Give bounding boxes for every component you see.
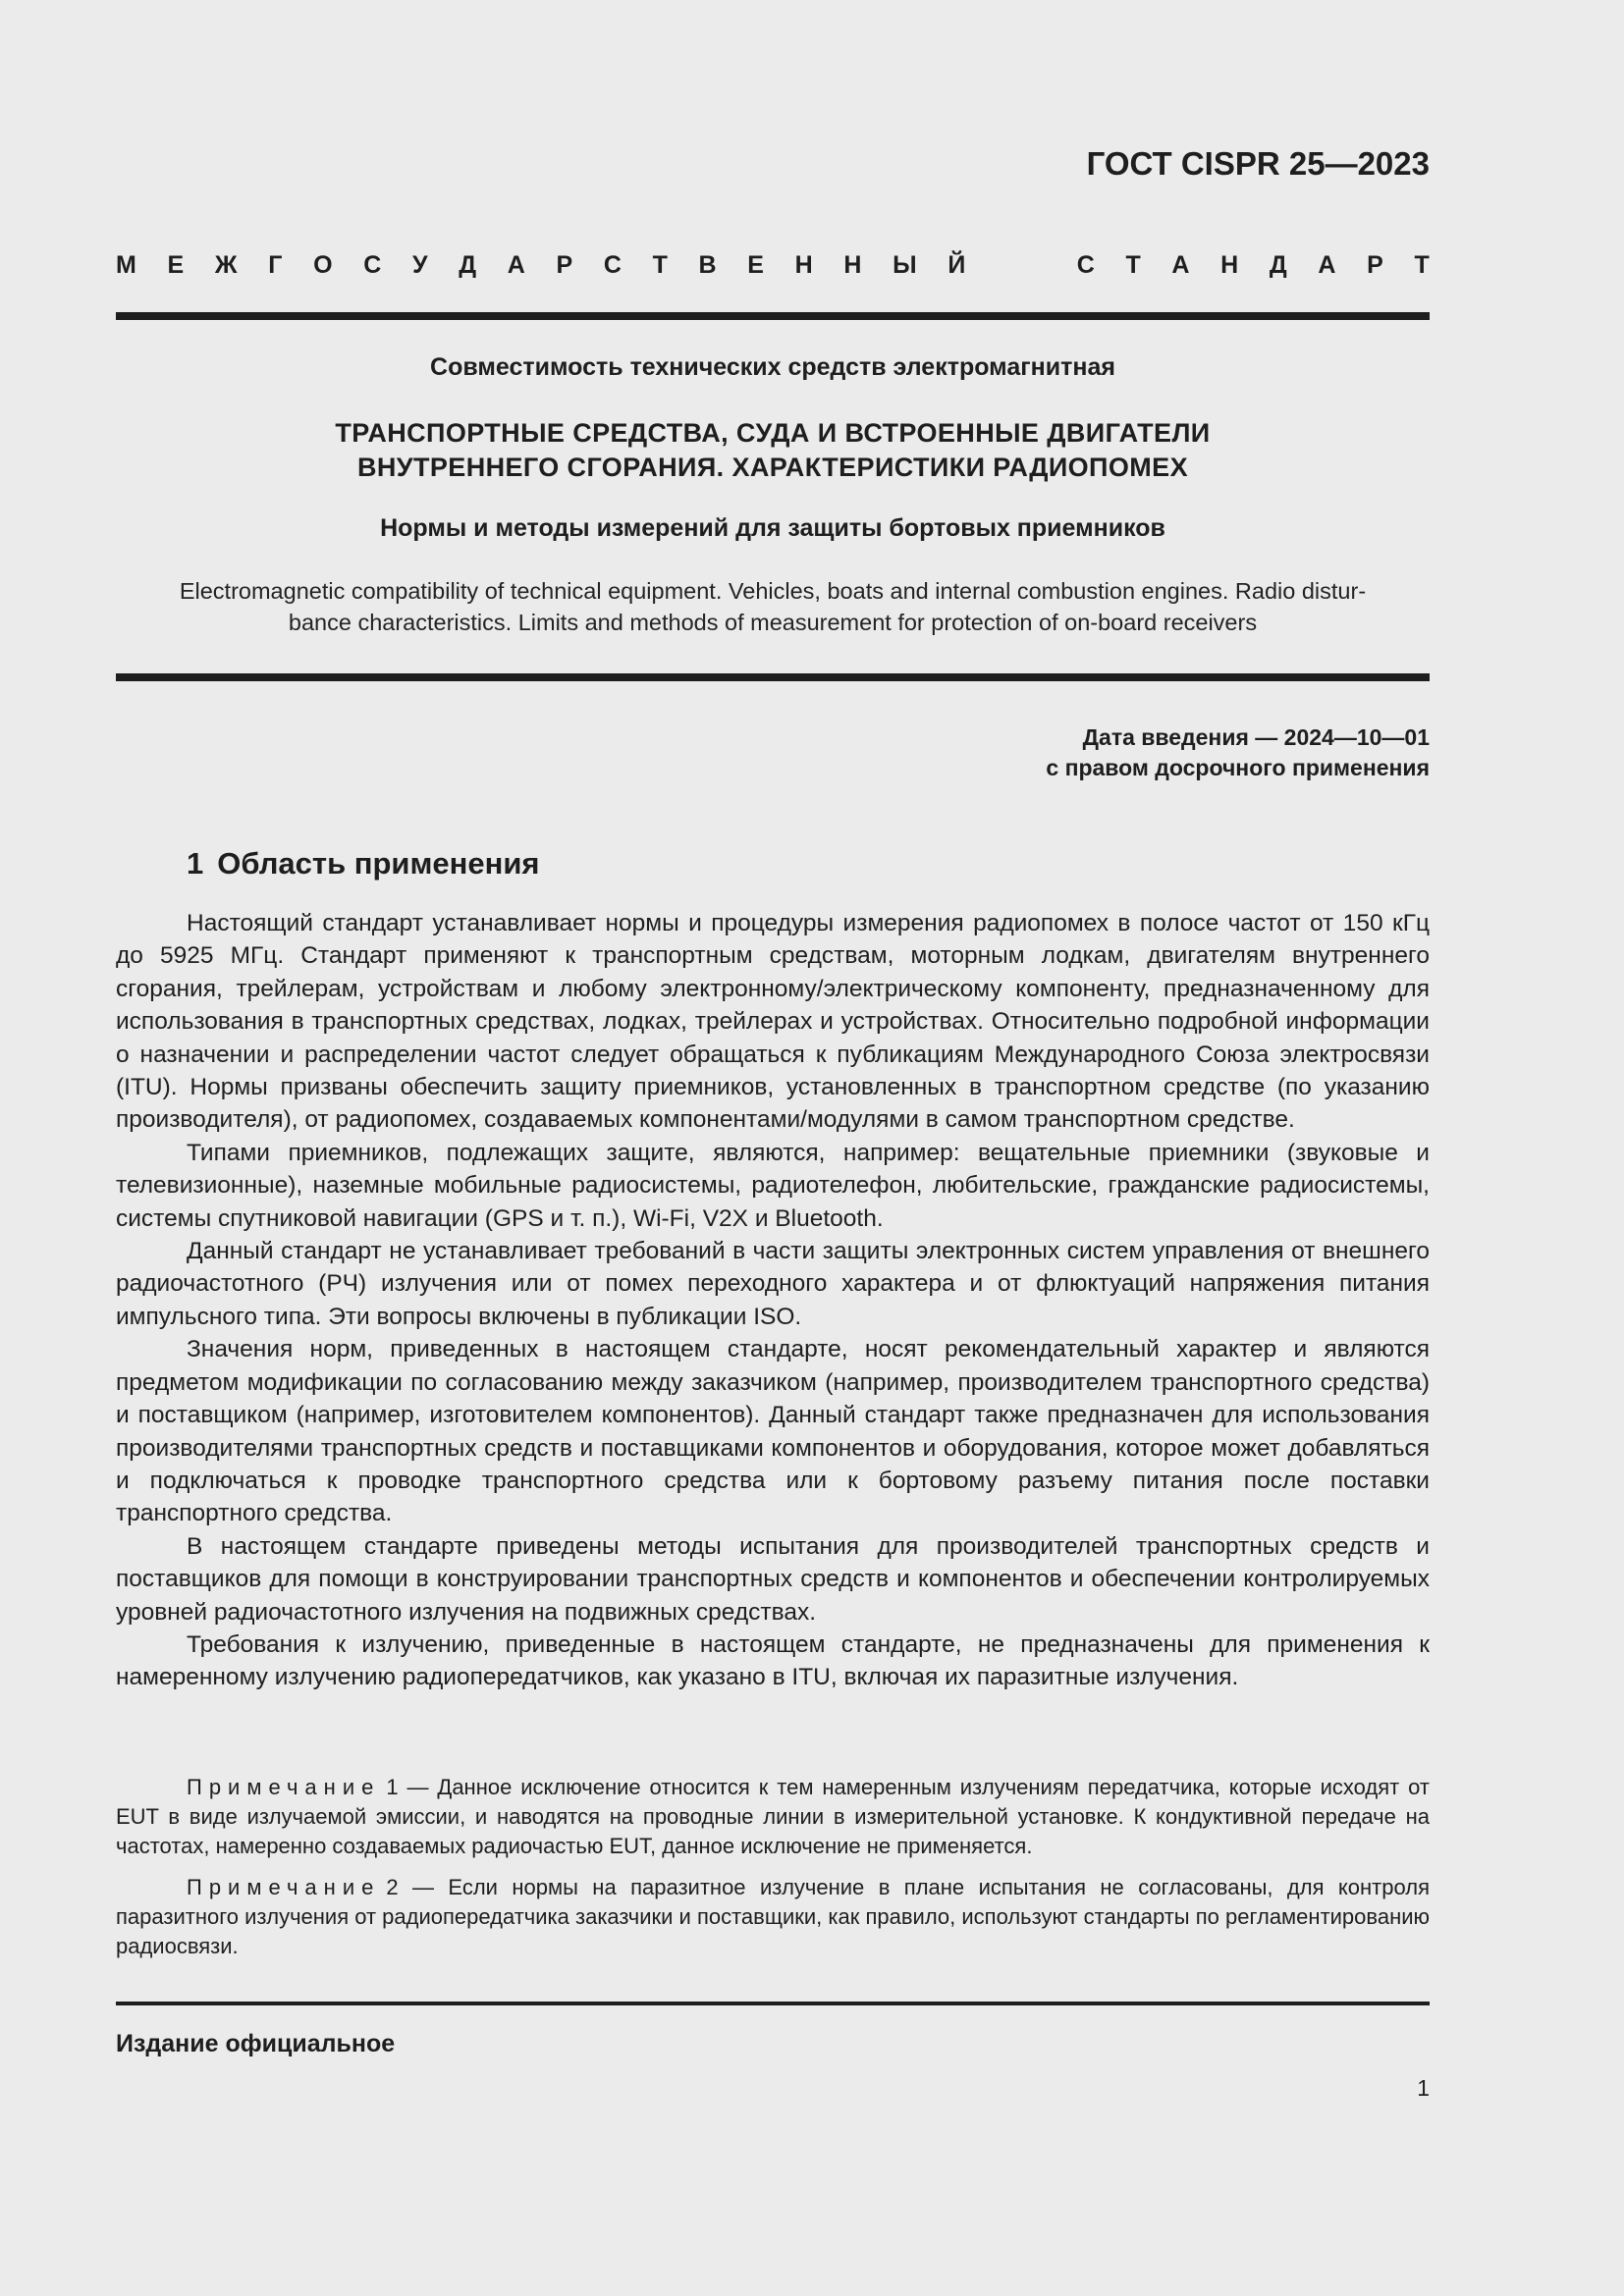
header-letter: Н xyxy=(1220,251,1239,279)
header-letter: В xyxy=(698,251,717,279)
header-letter: А xyxy=(507,251,525,279)
header-letter: А xyxy=(1171,251,1190,279)
header-letter: Т xyxy=(1414,251,1430,279)
document-title-line-2: ВНУТРЕННЕГО СГОРАНИЯ. ХАРАКТЕРИСТИКИ РАДИОПОМЕХ xyxy=(357,453,1188,482)
note-label: Примечание xyxy=(187,1775,381,1799)
title-block-rule xyxy=(116,673,1430,681)
header-letter: Т xyxy=(1125,251,1141,279)
header-letter: О xyxy=(313,251,333,279)
document-subtitle: Совместимость технических средств электромагнитная xyxy=(430,353,1115,381)
header-letter: Р xyxy=(556,251,573,279)
early-application-note: с правом досрочного применения xyxy=(1046,755,1430,780)
paragraph: Значения норм, приведенных в настоящем стандарте, носят рекомендательный характер и являются предметом модификации по согласованию между заказчиком (например, производителем транспортного средства) и поставщиком (например, изготовителем компонентов). Данный стандарт также предназначен для использования производителями транспортных средств и поставщиками компонентов и оборудования, которое может добавляться и подключаться к проводке транспортного средства или к бортовому разъему питания после поставки транспортного средства. xyxy=(116,1336,1430,1527)
header-letter: Е xyxy=(747,251,764,279)
paragraph: Типами приемников, подлежащих защите, являются, например: вещательные приемники (звуковые и телевизионные), наземные мобильные радиосистемы, радиотелефон, любительские, гражданские радиосистемы, системы спутниковой навигации (GPS и т. п.), Wi-Fi, V2X и Bluetooth. xyxy=(116,1139,1430,1232)
note-text: 2 — Если нормы на паразитное излучение в плане испытания не согласованы, для контроля паразитного излучения от радиопередатчика заказчики и поставщики, как правило, используют стандарты по регламентированию радиосвязи. xyxy=(116,1875,1431,1958)
header-letter: Ы xyxy=(893,251,917,279)
section-number: 1 xyxy=(187,846,204,881)
header-letter: А xyxy=(1318,251,1336,279)
header-letter: С xyxy=(1076,251,1095,279)
header-letter: С xyxy=(603,251,622,279)
header-letter: Т xyxy=(652,251,668,279)
document-code: ГОСТ CISPR 25—2023 xyxy=(1086,145,1430,182)
header-rule xyxy=(116,312,1430,320)
english-title-line-2: bance characteristics. Limits and methods of measurement for protection of on-board receivers xyxy=(288,610,1258,635)
paragraph: Настоящий стандарт устанавливает нормы и процедуры измерения радиопомех в полосе частот от 150 кГц до 5925 МГц. Стандарт применяют к транспортным средствам, моторным лодкам, двигателям внутреннего сгорания, трейлерам, устройствам и любому электронному/электрическому компоненту, предназначенному для использования в транспортных средствах, лодках, трейлерах и устройствах. Относительно подробной информации о назначении и распределении частот следует обращаться к публикациям Международного Союза электросвязи (ITU). Нормы призваны обеспечить защиту приемников, установленных в транспортном средстве (по указанию производителя), от радиопомех, создаваемых компонентами/модулями в самом транспортном средстве. xyxy=(116,910,1430,1134)
section-body xyxy=(116,907,1430,1694)
header-letter: Г xyxy=(268,251,283,279)
english-title-line-1: Electromagnetic compatibility of technical equipment. Vehicles, boats and internal combustion engines. Radio distur- xyxy=(179,578,1367,604)
header-letter: С xyxy=(363,251,382,279)
notes-block xyxy=(116,1773,1430,1973)
header-letter: Д xyxy=(459,251,477,279)
paragraph: Данный стандарт не устанавливает требований в части защиты электронных систем управления от внешнего радиочастотного (РЧ) излучения или от помех переходного характера и от флюктуаций напряжения питания импульсного типа. Эти вопросы включены в публикации ISO. xyxy=(116,1238,1430,1330)
note-label: Примечание xyxy=(187,1875,381,1899)
header-letter: Е xyxy=(167,251,185,279)
header-letter: Н xyxy=(794,251,813,279)
document-title xyxy=(116,416,1430,485)
document-title-line-1: ТРАНСПОРТНЫЕ СРЕДСТВА, СУДА И ВСТРОЕННЫЕ ДВИГАТЕЛИ xyxy=(335,418,1211,448)
note-1 xyxy=(116,1773,1430,1861)
footer-rule xyxy=(116,2002,1430,2005)
english-title xyxy=(116,575,1430,638)
paragraph: В настоящем стандарте приведены методы испытания для производителей транспортных средств и поставщиков для помощи в конструировании транспортных средств и компонентов и обеспечении контролируемых уровней радиочастотного излучения на подвижных средствах. xyxy=(116,1532,1430,1626)
header-letter: Ж xyxy=(214,251,238,279)
introduction-date: Дата введения — 2024—10—01 xyxy=(1082,724,1430,750)
note-2 xyxy=(116,1873,1430,1961)
section-title: Область применения xyxy=(217,846,540,881)
document-subtitle-2: Нормы и методы измерений для защиты бортовых приемников xyxy=(380,514,1165,542)
header-letter: Н xyxy=(843,251,862,279)
header-letter: М xyxy=(116,251,136,279)
paragraph: Требования к излучению, приведенные в настоящем стандарте, не предназначены для применения к намеренному излучению радиопередатчиков, как указано в ITU, включая их паразитные излучения. xyxy=(116,1630,1430,1691)
note-text: 1 — Данное исключение относится к тем намеренным излучениям передатчика, которые исходят от EUT в виде излучаемой эмиссии, и наводятся на проводные линии в измерительной установке. К кондуктивной передаче на частотах, намеренно создаваемых радиочастью EUT, данное исключение не применяется. xyxy=(116,1775,1430,1858)
header-letter: Р xyxy=(1367,251,1383,279)
section-heading xyxy=(187,846,540,881)
official-edition-label: Издание официальное xyxy=(116,2030,396,2057)
standard-type-header xyxy=(116,251,1430,280)
header-letter: У xyxy=(411,251,428,279)
header-letter: Д xyxy=(1269,251,1287,279)
header-letter: Й xyxy=(947,251,966,279)
introduction-date-block xyxy=(1046,722,1430,783)
page-number: 1 xyxy=(1417,2075,1430,2101)
